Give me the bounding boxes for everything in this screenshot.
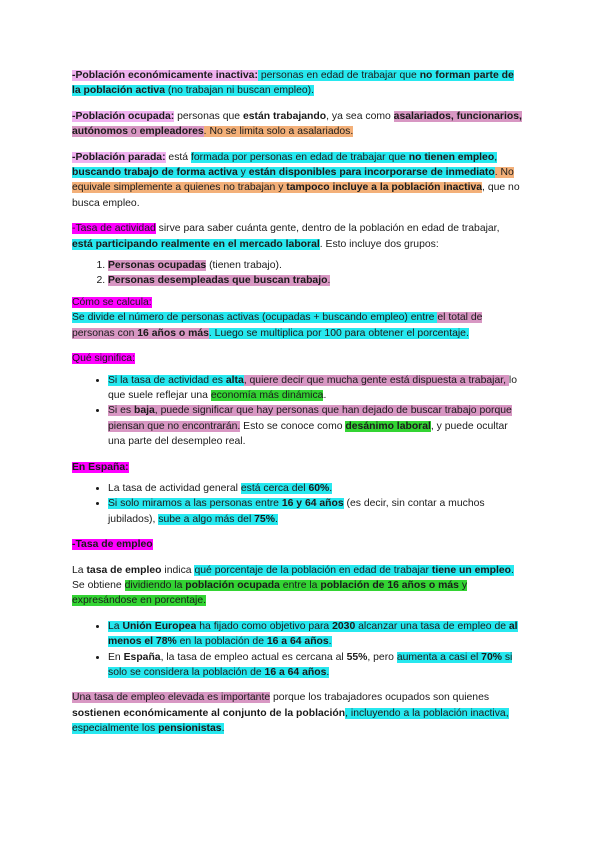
text: . No equivale simplemente a quienes no trabajan y — [72, 167, 514, 194]
text: formada por personas en edad de trabajar que — [190, 151, 409, 163]
text: . — [323, 389, 327, 401]
text-bold: tampoco incluye a la población inactiva — [286, 182, 483, 194]
text-bold: 2030 — [332, 620, 356, 632]
heading-en-espana — [72, 460, 522, 475]
text-bold: buscando trabajo de forma activa — [72, 167, 238, 179]
text: o — [128, 126, 140, 138]
list-item — [108, 650, 522, 681]
text-bold: Personas desempleadas que buscan trabajo — [108, 275, 328, 287]
text: Si es — [108, 405, 134, 417]
text-bold: 16 a 64 años — [264, 667, 327, 678]
text-bold: no forman parte de la población activa — [72, 70, 514, 97]
paragraph-tasa-empleo — [72, 563, 522, 578]
text-bold: tasa de empleo — [86, 564, 162, 576]
text: . — [326, 667, 330, 678]
text-bold: sostienen económicamente al conjunto de la población — [72, 707, 346, 719]
text: , y puede ocultar una parte del desempleo real. — [108, 420, 508, 448]
text: , puede significar que hay personas que han dejado de buscar trabajo porque piensan que no encontrarán. — [108, 405, 512, 432]
text: Se obtiene — [72, 579, 125, 591]
list-item — [108, 373, 522, 404]
text: . No se limita solo a asalariados. — [203, 126, 354, 138]
text-bold: 55% — [346, 651, 368, 663]
text: La — [72, 564, 87, 576]
text: está — [165, 151, 191, 163]
text: y expresándose en porcentaje. — [72, 579, 468, 607]
text-bold: población ocupada — [185, 579, 280, 591]
text-bold: desánimo laboral — [345, 420, 431, 432]
text: y — [237, 167, 249, 179]
heading-text: En España: — [72, 461, 129, 473]
text-bold: 16 y 64 años — [281, 498, 344, 510]
heading-text: Cómo se calcula: — [72, 296, 152, 308]
text-bold: empleadores — [139, 126, 204, 138]
text: alcanzar una tasa de empleo de — [355, 620, 509, 632]
text-bold: España — [123, 651, 161, 663]
text: Se divide el número de personas activas (ocupadas + buscando empleo) entre — [72, 312, 438, 324]
heading-tasa-empleo — [72, 537, 522, 552]
text-bold: 16 a 64 años — [266, 636, 329, 648]
text-bold: están trabajando — [242, 110, 327, 122]
term-poblacion-parada: -Población parada: — [72, 151, 166, 163]
text: si solo se considera la población de — [108, 651, 513, 678]
text: indica — [161, 564, 195, 576]
paragraph-calculo — [72, 310, 522, 341]
text: el total de personas con — [72, 312, 483, 339]
text: personas que — [174, 110, 243, 122]
text-bold: 60% — [308, 482, 330, 494]
term-poblacion-inactiva: -Población económicamente inactiva: — [72, 70, 258, 81]
heading-que-significa — [72, 351, 522, 366]
term-poblacion-ocupada: -Población ocupada: — [72, 110, 175, 122]
heading-como-se-calcula — [72, 295, 522, 310]
text-bold: no tienen empleo — [408, 151, 495, 163]
text: está cerca del — [240, 482, 309, 494]
text: . — [274, 513, 278, 525]
text: . Esto incluye dos grupos: — [319, 238, 439, 250]
text-bold: 16 años o más — [137, 327, 209, 339]
text: , ya sea como — [326, 110, 394, 122]
text: , incluyendo a la población inactiva, especialmente los — [72, 707, 509, 735]
empleo-list — [72, 619, 522, 681]
text: , pero — [367, 651, 397, 663]
text: . — [221, 723, 225, 735]
text: sube a algo más del — [158, 513, 255, 525]
text: entre la — [279, 579, 321, 591]
text: Si la tasa de actividad es — [108, 374, 226, 386]
espana-list — [72, 481, 522, 527]
list-item — [108, 481, 522, 496]
text: . Luego se multiplica por 100 para obtener el porcentaje. — [208, 327, 469, 339]
text: La — [108, 620, 123, 632]
text: En — [108, 651, 124, 663]
list-item — [108, 619, 522, 650]
text: Una tasa de empleo elevada es importante — [72, 692, 271, 704]
text-bold: 70% — [481, 651, 502, 663]
text-bold: está participando realmente en el mercado laboral — [72, 238, 320, 250]
text-bold: tiene un empleo — [431, 564, 512, 576]
text: (no trabajan ni buscan empleo). — [164, 85, 314, 97]
text-bold: 75% — [254, 513, 275, 525]
heading-text: Qué significa: — [72, 353, 135, 365]
text: . — [511, 564, 514, 576]
heading-text: -Tasa de empleo — [72, 539, 153, 551]
document-page — [72, 68, 522, 737]
text-bold: Personas ocupadas — [108, 260, 207, 272]
groups-list — [72, 258, 522, 289]
text: en la población de — [176, 636, 267, 648]
text: aumenta a casi el — [396, 651, 482, 663]
text: dividiendo la — [124, 579, 186, 591]
significado-list — [72, 373, 522, 450]
text: , quiere decir que mucha gente está dispuesta a trabajar, — [243, 374, 509, 386]
text: porque los trabajadores ocupados son quienes — [270, 692, 490, 704]
text-bold: asalariados, funcionarios, autónomos — [72, 110, 522, 138]
paragraph-tasa-actividad — [72, 221, 522, 252]
text: personas en edad de trabajar que — [257, 70, 420, 81]
text-bold: baja — [134, 405, 155, 417]
text: sirve para saber cuánta gente, dentro de la población en edad de trabajar, — [155, 223, 500, 235]
text: Si solo miramos a las personas entre — [108, 498, 282, 510]
text: . — [328, 636, 332, 648]
text: La tasa de actividad general — [108, 482, 241, 494]
list-item — [108, 258, 522, 273]
text-bold: al menos el 78% — [108, 620, 518, 648]
text-bold: alta — [225, 374, 244, 386]
text-bold: están disponibles para incorporarse de inmediato — [248, 167, 495, 179]
list-item — [108, 496, 522, 527]
text: qué porcentaje de la población en edad de trabajar — [194, 564, 432, 576]
text-bold: pensionistas — [158, 723, 222, 735]
text: ha fijado como objetivo para — [196, 620, 333, 632]
text: , la tasa de empleo actual es cercana al — [160, 651, 347, 663]
text: lo que suele reflejar una — [108, 374, 517, 401]
paragraph-se-obtiene — [72, 578, 522, 609]
text: . — [329, 482, 333, 494]
text: . — [327, 275, 331, 287]
paragraph-poblacion-parada — [72, 150, 522, 212]
term-tasa-actividad: -Tasa de actividad — [72, 223, 156, 235]
paragraph-poblacion-ocupada — [72, 109, 522, 140]
text-bold: Unión Europea — [122, 620, 197, 632]
text: , — [494, 151, 498, 163]
text-bold: población de 16 años o más — [320, 579, 459, 591]
text: (es decir, sin contar a muchos jubilados), — [108, 498, 485, 525]
list-item — [108, 403, 522, 449]
paragraph-importancia — [72, 690, 522, 736]
text: Esto se conoce como — [240, 420, 346, 432]
paragraph-poblacion-inactiva — [72, 68, 522, 99]
text: , que no busca empleo. — [72, 182, 520, 209]
text: (tienen trabajo). — [206, 260, 282, 272]
text: economía más dinámica — [210, 389, 324, 401]
list-item — [108, 273, 522, 288]
